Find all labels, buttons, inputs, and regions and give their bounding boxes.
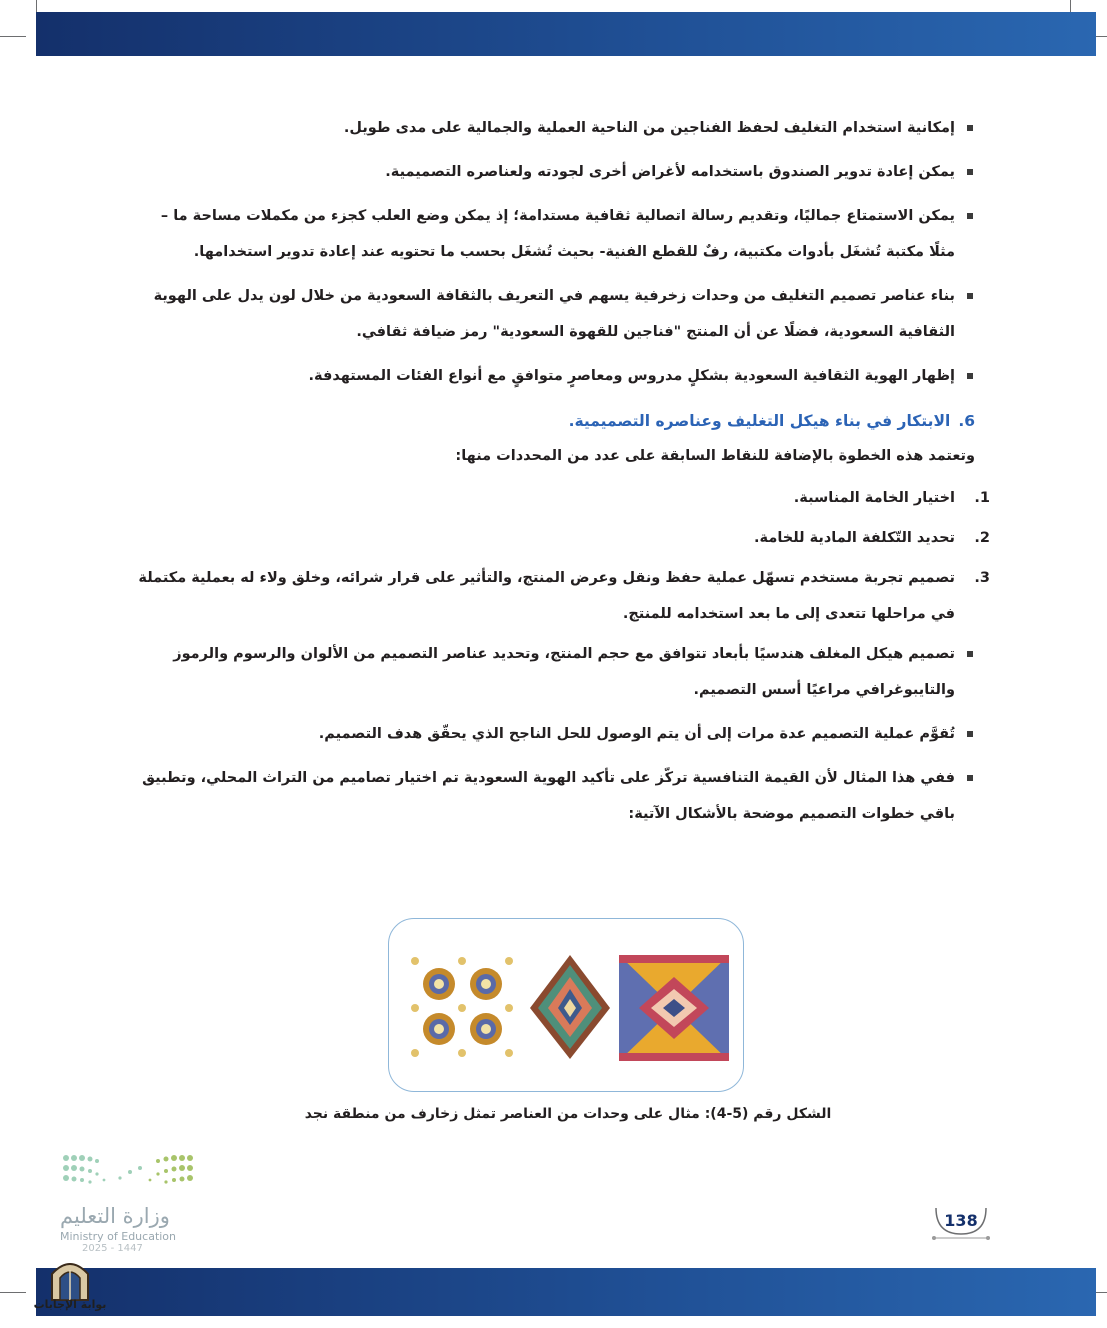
page-content [130, 110, 990, 840]
diamond-pattern-unit [530, 955, 610, 1059]
bullet-item: إظهار الهوية الثقافية السعودية بشكلٍ مدروس ومعاصرٍ متوافقٍ مع أنواع الفئات المستهدفة. [130, 358, 975, 394]
ministry-name-english: Ministry of Education [60, 1230, 177, 1243]
item-number: 1. [974, 490, 990, 506]
star-ornament [411, 957, 513, 965]
bullet-item: بناء عناصر تصميم التغليف من وحدات زخرفية يسهم في التعريف بالثقافة السعودية من خلال لون يدل على الهوية الثقافية السعودية، فضلًا عن أن المنتج "فناجين للقهوة السعودية" رمز ضيافة ثقافي. [130, 278, 975, 350]
bullet-item: ففي هذا المثال لأن القيمة التنافسية تركّز على تأكيد الهوية السعودية تم اختيار تصاميم من التراث المحلي، وتطبيق باقي خطوات التصميم موضحة بالأشكال الآتية: [130, 760, 975, 832]
numbered-item [130, 520, 990, 556]
ornament-illustration [389, 919, 743, 1091]
figure-caption: الشكل رقم (5-4): مثال على وحدات من العناصر تمثل زخارف من منطقة نجد [304, 1106, 832, 1122]
ministry-name-arabic: وزارة التعليم [60, 1204, 170, 1228]
numbered-item [130, 560, 990, 632]
star-ornament [411, 1049, 513, 1057]
item-number: 2. [974, 530, 990, 546]
bullet-item: يمكن الاستمتاع جماليًا، وتقديم رسالة اتصالية ثقافية مستدامة؛ إذ يمكن وضع العلب كجزء من مكملات مساحة ما – مثلًا مكتبة تُشغَل بأدوات مكتبية، رفٌ للقطع الفنية- بحيث تُشغَل بحسب ما تحتويه عند إعادة تدوير استخدامها. [130, 198, 975, 270]
header-band [36, 12, 1096, 56]
portal-watermark [30, 1252, 110, 1316]
item-number: 3. [974, 570, 990, 586]
bullet-item: تُقوَّم عملية التصميم عدة مرات إلى أن يتم الوصول للحل الناجح الذي يحقّق هدف التصميم. [130, 716, 975, 752]
bullet-item: تصميم هيكل المغلف هندسيًا بأبعاد تتوافق مع حجم المنتج، وتحديد عناصر التصميم من الألوان والرسوم والرموز والتايبوغرافي مراعيًا أسس التصميم. [130, 636, 975, 708]
panel-pattern-unit [619, 955, 729, 1061]
portal-logo-icon [30, 1252, 110, 1302]
crop-mark [0, 36, 26, 37]
rosette-pattern-unit [411, 957, 513, 1057]
section-intro: وتعتمد هذه الخطوة بالإضافة للنقاط السابقة على عدد من المحددات منها: [455, 448, 975, 464]
bullet-item: إمكانية استخدام التغليف لحفظ الفناجين من الناحية العملية والجمالية على مدى طويل. [130, 110, 975, 146]
page-number [932, 1206, 990, 1238]
portal-label: بوابة الإجابات [33, 1298, 107, 1311]
item-text: تحديد التّكلفة المادية للخامة. [754, 530, 955, 546]
page-number-text: 138 [944, 1211, 978, 1230]
section-title: الابتكار في بناء هيكل التغليف وعناصره التصميمية. [568, 412, 951, 430]
crop-mark [0, 1292, 26, 1293]
item-text: تصميم تجربة مستخدم تسهّل عملية حفظ ونقل وعرض المنتج، والتأثير على قرار شرائه، وخلق ولاء له بعملية مكتملة في مراحلها تتعدى إلى ما بعد استخدامه للمنتج. [138, 570, 955, 622]
ornament-figure [388, 918, 744, 1092]
numbered-item [130, 480, 990, 516]
section-heading [130, 404, 975, 438]
ministry-dots-icon [60, 1150, 196, 1194]
section-number: 6. [958, 412, 975, 430]
star-ornament [411, 1004, 513, 1012]
footer-band [36, 1268, 1096, 1316]
bullet-item: يمكن إعادة تدوير الصندوق باستخدامه لأغراض أخرى لجودته ولعناصره التصميمية. [130, 154, 975, 190]
item-text: اختيار الخامة المناسبة. [793, 490, 955, 506]
ministry-logo [60, 1150, 200, 1254]
edition-year: 2025 - 1447 [82, 1243, 143, 1254]
